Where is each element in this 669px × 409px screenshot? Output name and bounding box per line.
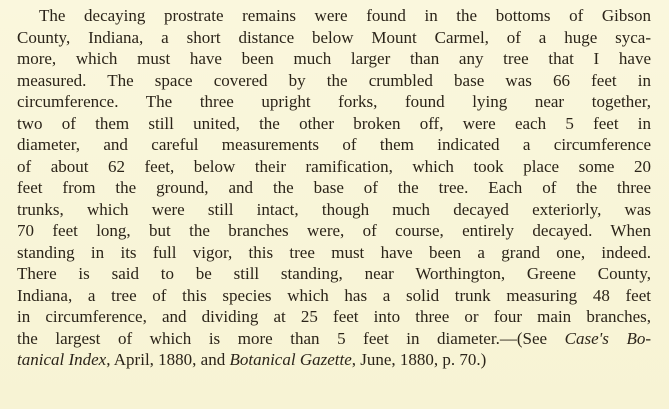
text-line-2: County, Indiana, a short distance below Mount Carmel, of a huge syca-	[17, 27, 651, 47]
text-line-6: two of them still united, the other broken off, were each 5 feet in	[17, 113, 651, 133]
text-line-11: 70 feet long, but the branches were, of course, entirely decayed. When	[17, 221, 651, 240]
text-line-17	[17, 349, 651, 371]
text-line-12: standing in its full vigor, this tree must have been a grand one, indeed.	[17, 242, 651, 262]
text-line-15: in circumference, and dividing at 25 feet into three or four main branches,	[17, 307, 651, 326]
text-line-14: Indiana, a tree of this species which has a solid trunk measuring 48 feet	[17, 285, 651, 305]
text-line-16	[17, 328, 651, 350]
citation-journal-1-end: tanical Index	[17, 350, 107, 369]
text-line-13: There is said to be still standing, near Worthington, Greene County,	[17, 264, 651, 283]
text-line-5: circumference. The three upright forks, found lying near together,	[17, 92, 651, 111]
text-line-9: feet from the ground, and the base of the tree. Each of the three	[17, 178, 651, 197]
citation-date-1: , April, 1880, and	[106, 350, 230, 369]
text-line-4: measured. The space covered by the crumbled base was 66 feet in	[17, 70, 651, 90]
text-line-16-main: the largest of which is more than 5 feet in diameter.—(See	[17, 328, 548, 348]
text-line-8: of about 62 feet, below their ramification, which took place some 20	[17, 156, 651, 176]
citation-journal-2: Botanical Gazette	[229, 350, 352, 369]
text-line-1: The decaying prostrate remains were found in the bottoms of Gibson	[39, 6, 651, 25]
citation-date-2: , June, 1880, p. 70.)	[351, 350, 487, 369]
citation-journal-1-start: Case's Bo-	[564, 328, 651, 348]
text-line-10: trunks, which were still intact, though much decayed exteriorly, was	[17, 199, 651, 219]
text-line-7: diameter, and careful measurements of them indicated a circumference	[17, 135, 651, 154]
text-line-3: more, which must have been much larger than any tree that I have	[17, 49, 651, 68]
